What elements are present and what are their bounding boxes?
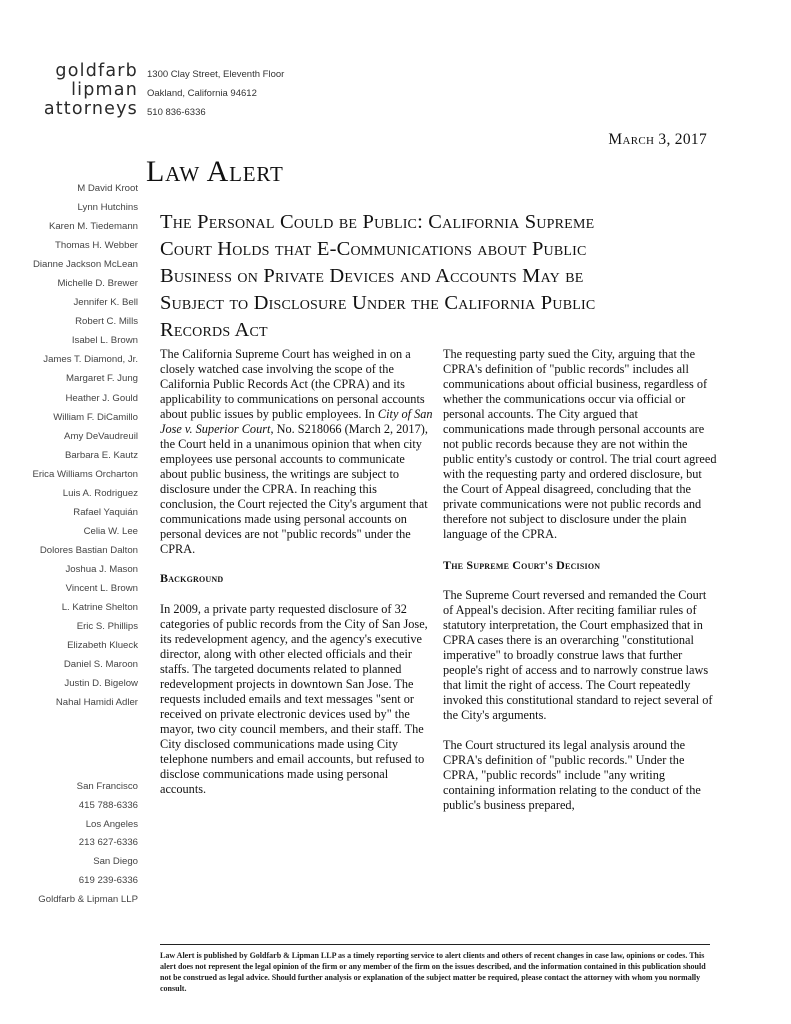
attorney-name: Margaret F. Jung [66, 373, 138, 385]
intro-paragraph [160, 347, 434, 557]
attorney-name: Luis A. Rodriguez [62, 487, 138, 499]
procedural-paragraph: The requesting party sued the City, arguing that the CPRA's definition of "public records" includes all communications about official business, regardless of whether the communications occur via official or personal accounts. The City argued that communications made through personal accounts are not public records because they are not within the public entity's custody or control. The trial court agreed with the requesting party and ordered disclosure, but the Court of Appeal disagreed, concluding that the private communications were not public records and therefore not subject to disclosure under the plain language of the CPRA. [443, 347, 717, 541]
address-city: Oakland, California 94612 [147, 88, 257, 99]
office-phone: 415 788-6336 [78, 799, 138, 811]
attorney-name: James T. Diamond, Jr. [43, 354, 138, 366]
logo-line-lipman: lipman [71, 80, 138, 100]
attorney-name: Jennifer K. Bell [73, 297, 138, 309]
attorney-name: Celia W. Lee [83, 525, 138, 537]
case-name: City of San Jose v. Superior Court [160, 407, 433, 436]
headline-line: Business on Private Devices and Accounts May be [160, 265, 584, 287]
attorney-name: Karen M. Tiedemann [48, 221, 138, 233]
headline-line: Records Act [160, 319, 268, 341]
office-phone: 619 239-6336 [78, 874, 138, 886]
attorney-name: Daniel S. Maroon [63, 659, 138, 671]
attorney-name: Dolores Bastian Dalton [39, 544, 138, 556]
law-alert-title: Law Alert [146, 155, 284, 188]
body-column-right [443, 347, 718, 813]
decision-heading: The Supreme Court's Decision [443, 558, 601, 572]
headline-line: Subject to Disclosure Under the California Public [160, 292, 596, 314]
attorney-name: Michelle D. Brewer [57, 278, 138, 290]
attorney-name: Barbara E. Kautz [64, 449, 138, 461]
attorney-list [0, 179, 138, 712]
attorney-name: Lynn Hutchins [77, 202, 138, 214]
attorney-name: Dianne Jackson McLean [32, 259, 138, 271]
attorney-name: Elizabeth Klueck [67, 640, 138, 652]
office-city: San Diego [93, 856, 138, 868]
attorney-name: Heather J. Gould [65, 392, 138, 404]
attorney-name: Nahal Hamidi Adler [55, 697, 138, 709]
analysis-paragraph: The Court structured its legal analysis around the CPRA's definition of "public records." Under the CPRA, "public records" include "any writing containing information relating to the conduct of the public's business prepared, [443, 738, 701, 812]
attorney-name: Erica Williams Orcharton [32, 468, 138, 480]
attorney-name: Isabel L. Brown [71, 335, 138, 347]
attorney-name: Vincent L. Brown [65, 582, 138, 594]
attorney-name: Eric S. Phillips [76, 621, 138, 633]
attorney-name: L. Katrine Shelton [61, 602, 138, 614]
footer-divider [160, 944, 710, 945]
decision-paragraph: The Supreme Court reversed and remanded the Court of Appeal's decision. After reciting familiar rules of statutory interpretation, the Court emphasized that in CPRA cases there is an overarching "constitutional imperative" to broadly construe laws that further people's right of access and to narrowly construe laws that limit the right of access. The Court repeatedly invoked this constitutional standard to reject several of the City's arguments. [443, 588, 713, 722]
address-phone: 510 836-6336 [147, 107, 206, 118]
firm-logo [20, 62, 138, 119]
headline-line: The Personal Could be Public: California Supreme [160, 211, 595, 233]
attorney-name: Amy DeVaudreuil [64, 430, 138, 442]
attorney-name: M David Kroot [77, 183, 138, 194]
office-phone: 213 627-6336 [78, 837, 138, 849]
firm-name: Goldfarb & Lipman LLP [38, 893, 138, 905]
attorney-name: Joshua J. Mason [65, 563, 138, 575]
headline-line: Court Holds that E-Communications about Public [160, 238, 587, 260]
logo-line-attorneys: attorneys [43, 99, 138, 119]
attorney-name: Justin D. Bigelow [64, 678, 138, 690]
office-city: Los Angeles [85, 818, 138, 830]
office-city: San Francisco [76, 781, 138, 792]
background-heading: Background [160, 571, 224, 585]
attorney-name: Rafael Yaquián [73, 506, 138, 518]
article-headline [160, 209, 720, 344]
firm-address [147, 65, 284, 122]
footer-disclaimer: Law Alert is published by Goldfarb & Lipman LLP as a timely reporting service to alert clients and others of recent changes in case law, opinions or codes. This alert does not represent the legal opinion of the firm or any member of the firm on the issues described, and the information contained in this publication should not be construed as legal advice. Should further analysis or explanation of the subject matter be required, please contact the attorney with whom you normally consult. [160, 951, 706, 993]
office-list [0, 778, 138, 910]
logo-line-goldfarb: goldfarb [55, 61, 138, 81]
publication-date: March 3, 2017 [608, 131, 707, 148]
attorney-name: William F. DiCamillo [53, 411, 138, 423]
body-column-left [160, 347, 434, 797]
intro-text-2: , No. S218066 (March 2, 2017), the Court held in a unanimous opinion that when city employees use personal accounts to communicate about public business, the writings are subject to disclosure under the CPRA. In reaching this conclusion, the Court rejected the City's argument that communications made using personal accounts on personal devices are not "public records" under the CPRA. [160, 422, 428, 556]
address-street: 1300 Clay Street, Eleventh Floor [147, 69, 285, 80]
attorney-name: Robert C. Mills [75, 316, 138, 328]
background-paragraph: In 2009, a private party requested disclosure of 32 categories of public records from the City of San Jose, its redevelopment agency, and the agency's executive director, along with other elected officials and their staffs. The targeted documents related to planned redevelopment projects in downtown San Jose. The requests included emails and text messages "sent or received on private electronic devices used by" the mayor, two city council members, and their staff. The City disclosed communications made using City telephone numbers and email accounts, but refused to disclose communications made using personal accounts. [160, 602, 428, 796]
attorney-name: Thomas H. Webber [55, 240, 138, 252]
intro-text-1: The California Supreme Court has weighed in on a closely watched case involving the scope of the California Public Records Act (the CPRA) and its applicability to communications on personal accounts about public issues by public employees. In [160, 347, 425, 421]
